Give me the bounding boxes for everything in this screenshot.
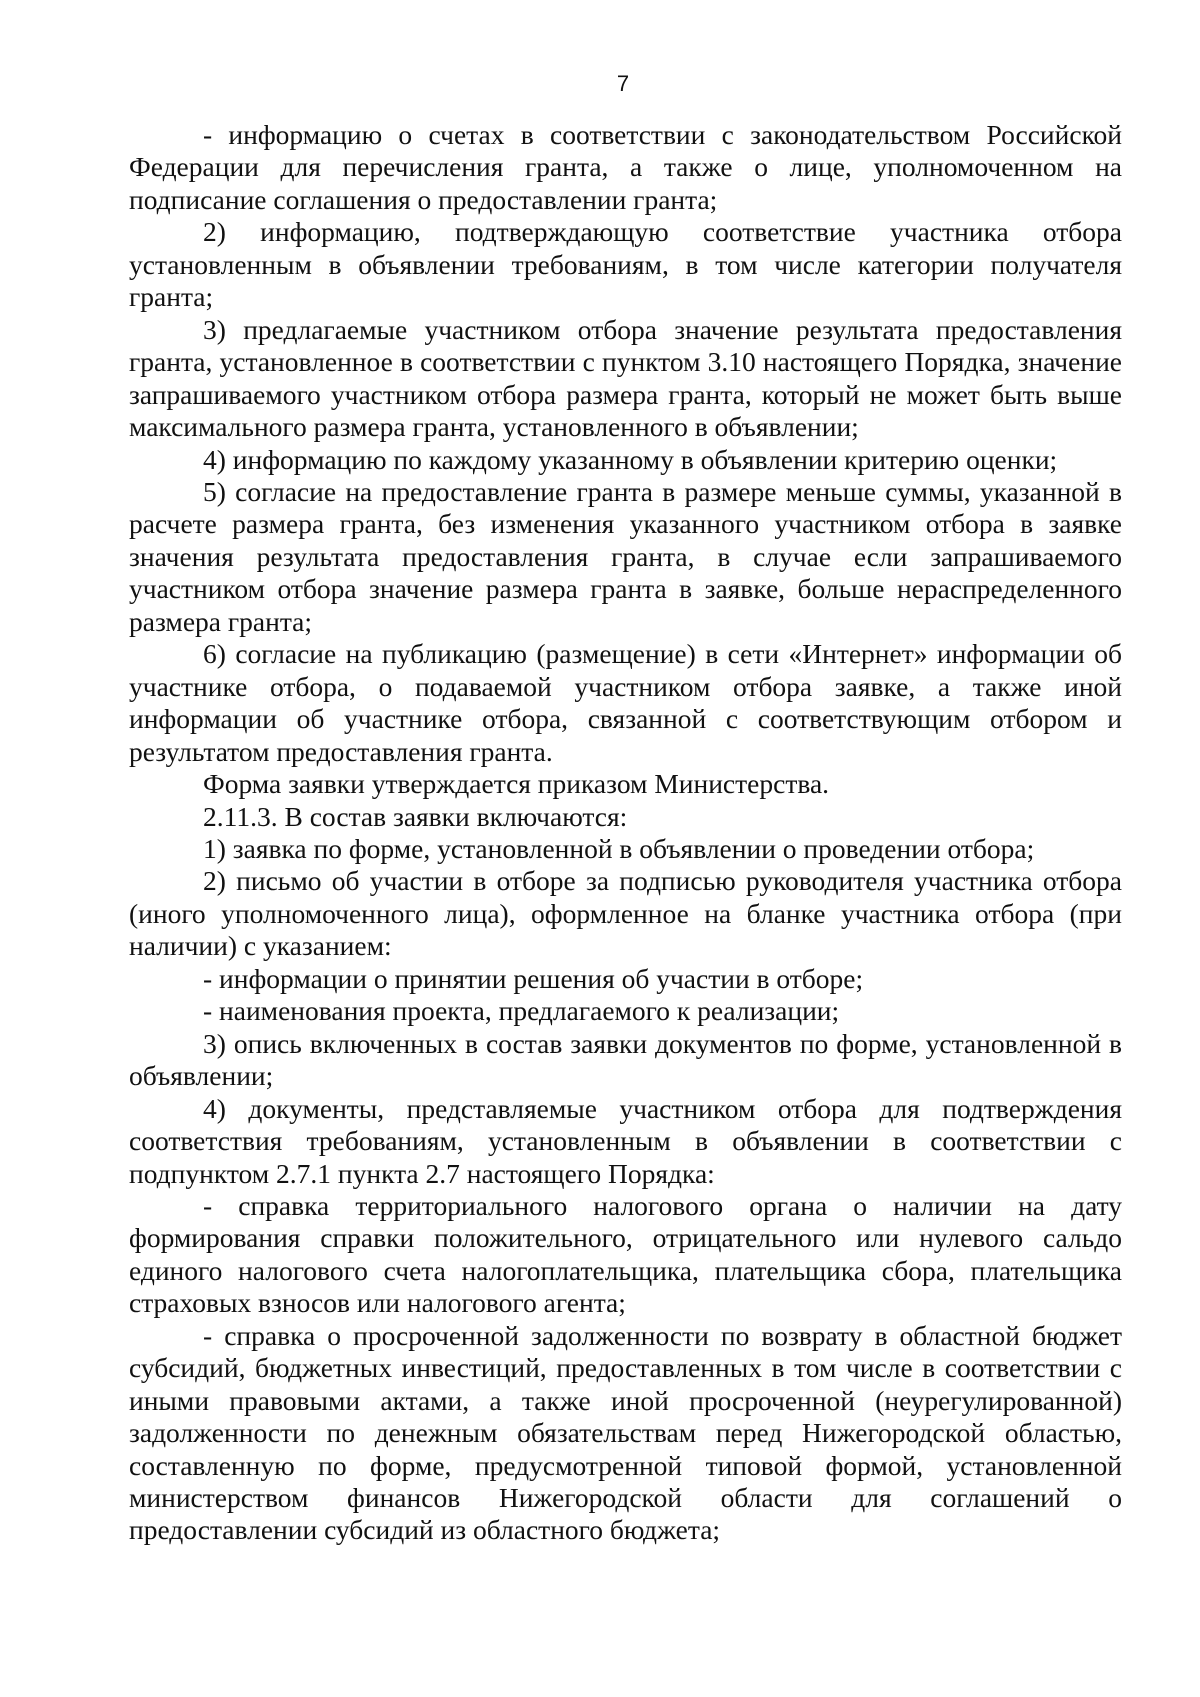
paragraph: 2) письмо об участии в отборе за подписью руководителя участника отбора (иного уполномоченного лица), оформленное на бланке участника отбора (при наличии) с указанием:	[129, 865, 1122, 962]
paragraph: 3) опись включенных в состав заявки документов по форме, установленной в объявлении;	[129, 1027, 1122, 1092]
paragraph: - информации о принятии решения об участии в отборе;	[203, 962, 864, 994]
paragraph: - справка территориального налогового органа о наличии на дату формирования справки положительного, отрицательного или нулевого сальдо единого налогового счета налогоплательщика, плательщика сбора, плательщика страховых взносов или налогового агента;	[129, 1189, 1122, 1319]
paragraph: - наименования проекта, предлагаемого к реализации;	[203, 995, 840, 1027]
document-body	[129, 119, 1122, 1547]
paragraph: 5) согласие на предоставление гранта в размере меньше суммы, указанной в расчете размера гранта, без изменения указанного участником отбора в заявке значения результата предоставления гранта, в случае если запрашиваемого участником отбора значение размера гранта в заявке, больше нераспределенного размера гранта;	[129, 475, 1122, 637]
paragraph: 6) согласие на публикацию (размещение) в сети «Интернет» информации об участнике отбора, о подаваемой участником отбора заявке, а также иной информации об участнике отбора, связанной с соответствующим отбором и результатом предоставления гранта.	[129, 638, 1122, 767]
paragraph: 2) информацию, подтверждающую соответствие участника отбора установленным в объявлении требованиям, в том числе категории получателя гранта;	[129, 216, 1122, 313]
paragraph: Форма заявки утверждается приказом Министерства.	[203, 768, 830, 800]
paragraph: - информацию о счетах в соответствии с законодательством Российской Федерации для перечисления гранта, а также о лице, уполномоченном на подписание соглашения о предоставлении гранта;	[129, 119, 1122, 215]
paragraph: 1) заявка по форме, установленной в объявлении о проведении отбора;	[203, 832, 1035, 864]
page-number: 7	[616, 71, 630, 96]
paragraph: 4) информацию по каждому указанному в объявлении критерию оценки;	[203, 443, 1058, 475]
paragraph: 2.11.3. В состав заявки включаются:	[203, 800, 628, 832]
paragraph: 4) документы, представляемые участником отбора для подтверждения соответствия требованиям, установленным в объявлении в соответствии с подпунктом 2.7.1 пункта 2.7 настоящего Порядка:	[129, 1092, 1122, 1189]
paragraph: 3) предлагаемые участником отбора значение результата предоставления гранта, установленное в соответствии с пунктом 3.10 настоящего Порядка, значение запрашиваемого участником отбора размера гранта, который не может быть выше максимального размера гранта, установленного в объявлении;	[129, 313, 1122, 443]
paragraph: - справка о просроченной задолженности по возврату в областной бюджет субсидий, бюджетных инвестиций, предоставленных в том числе в соответствии с иными правовыми актами, а также иной просроченной (неурегулированной) задолженности по денежным обязательствам перед Нижегородской областью, составленную по форме, предусмотренной типовой формой, установленной министерством финансов Нижегородской области для соглашений о предоставлении субсидий из областного бюджета;	[129, 1319, 1122, 1546]
